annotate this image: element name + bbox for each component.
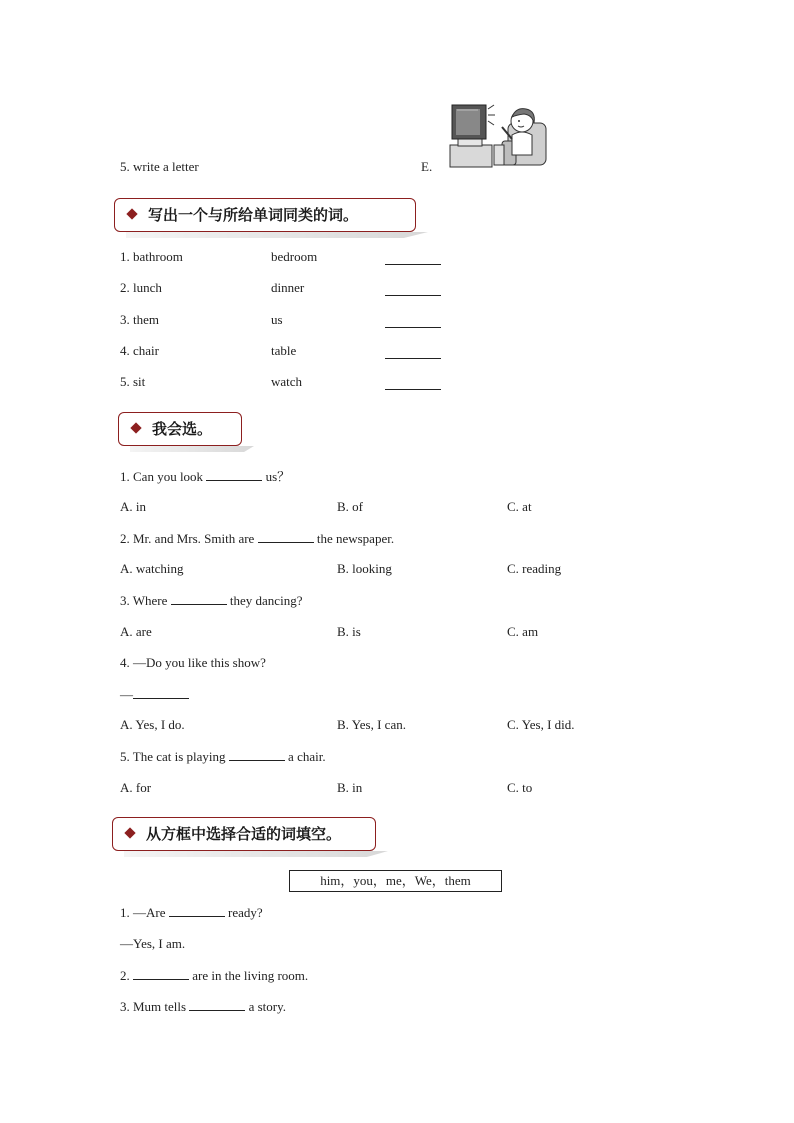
option-b[interactable]: B. is xyxy=(337,624,361,639)
girl-at-computer-illustration xyxy=(446,101,550,169)
section-banner-fill-blanks xyxy=(112,817,376,851)
word-row-5-first: 5. sit xyxy=(120,374,146,389)
answer-blank[interactable] xyxy=(133,686,189,699)
question-4-answer-line: — xyxy=(120,686,189,703)
section-title: 从方框中选择合适的词填空。 xyxy=(146,825,342,843)
fill-item-3: 3. Mum tells a story. xyxy=(120,999,287,1014)
option-c[interactable]: C. Yes, I did. xyxy=(507,717,575,732)
option-b[interactable]: B. looking xyxy=(337,561,392,576)
option-c[interactable]: C. reading xyxy=(507,561,562,576)
word-row-5-second: watch xyxy=(271,374,303,389)
answer-blank[interactable] xyxy=(189,998,245,1011)
section-title: 写出一个与所给单词同类的词。 xyxy=(148,206,359,224)
option-c[interactable]: C. at xyxy=(507,499,532,514)
option-b[interactable]: B. of xyxy=(337,499,363,514)
word-bank-box: him，you，me，We，them xyxy=(289,870,502,892)
question-4: 4. —Do you like this show? xyxy=(120,655,266,670)
word-row-4-first: 4. chair xyxy=(120,343,159,358)
answer-blank[interactable] xyxy=(229,748,285,761)
answer-blank[interactable] xyxy=(385,389,441,390)
answer-blank[interactable] xyxy=(169,904,225,917)
word-row-3-second: us xyxy=(271,312,283,327)
option-letter-e: E. xyxy=(421,159,433,174)
section-title: 我会选。 xyxy=(152,420,213,438)
word-row-1-first: 1. bathroom xyxy=(120,249,183,264)
answer-blank[interactable] xyxy=(133,967,189,980)
fill-item-2: 2. are in the living room. xyxy=(120,968,309,983)
answer-blank[interactable] xyxy=(206,468,262,481)
answer-blank[interactable] xyxy=(385,264,441,265)
item-write-a-letter: 5. write a letter xyxy=(120,159,199,174)
question-1: 1. Can you look us？ xyxy=(120,469,291,484)
option-a[interactable]: A. are xyxy=(120,624,152,639)
word-row-2-first: 2. lunch xyxy=(120,280,162,295)
word-row-3-first: 3. them xyxy=(120,312,159,327)
section-banner-choose xyxy=(118,412,242,446)
option-b[interactable]: B. Yes, I can. xyxy=(337,717,406,732)
answer-blank[interactable] xyxy=(385,358,441,359)
answer-blank[interactable] xyxy=(258,530,314,543)
answer-blank[interactable] xyxy=(385,295,441,296)
word-row-1-second: bedroom xyxy=(271,249,318,264)
option-a[interactable]: A. watching xyxy=(120,561,184,576)
option-b[interactable]: B. in xyxy=(337,780,363,795)
option-a[interactable]: A. for xyxy=(120,780,152,795)
answer-blank[interactable] xyxy=(385,327,441,328)
question-3: 3. Where they dancing? xyxy=(120,593,303,608)
option-c[interactable]: C. to xyxy=(507,780,533,795)
fill-item-1: 1. —Are ready? xyxy=(120,905,263,920)
option-a[interactable]: A. in xyxy=(120,499,146,514)
question-5: 5. The cat is playing a chair. xyxy=(120,749,326,764)
option-c[interactable]: C. am xyxy=(507,624,539,639)
word-row-2-second: dinner xyxy=(271,280,305,295)
fill-item-1-reply: —Yes, I am. xyxy=(120,936,186,951)
section-banner-similar-words xyxy=(114,198,416,232)
answer-blank[interactable] xyxy=(171,592,227,605)
word-row-4-second: table xyxy=(271,343,297,358)
question-2: 2. Mr. and Mrs. Smith are the newspaper. xyxy=(120,531,395,546)
option-a[interactable]: A. Yes, I do. xyxy=(120,717,185,732)
